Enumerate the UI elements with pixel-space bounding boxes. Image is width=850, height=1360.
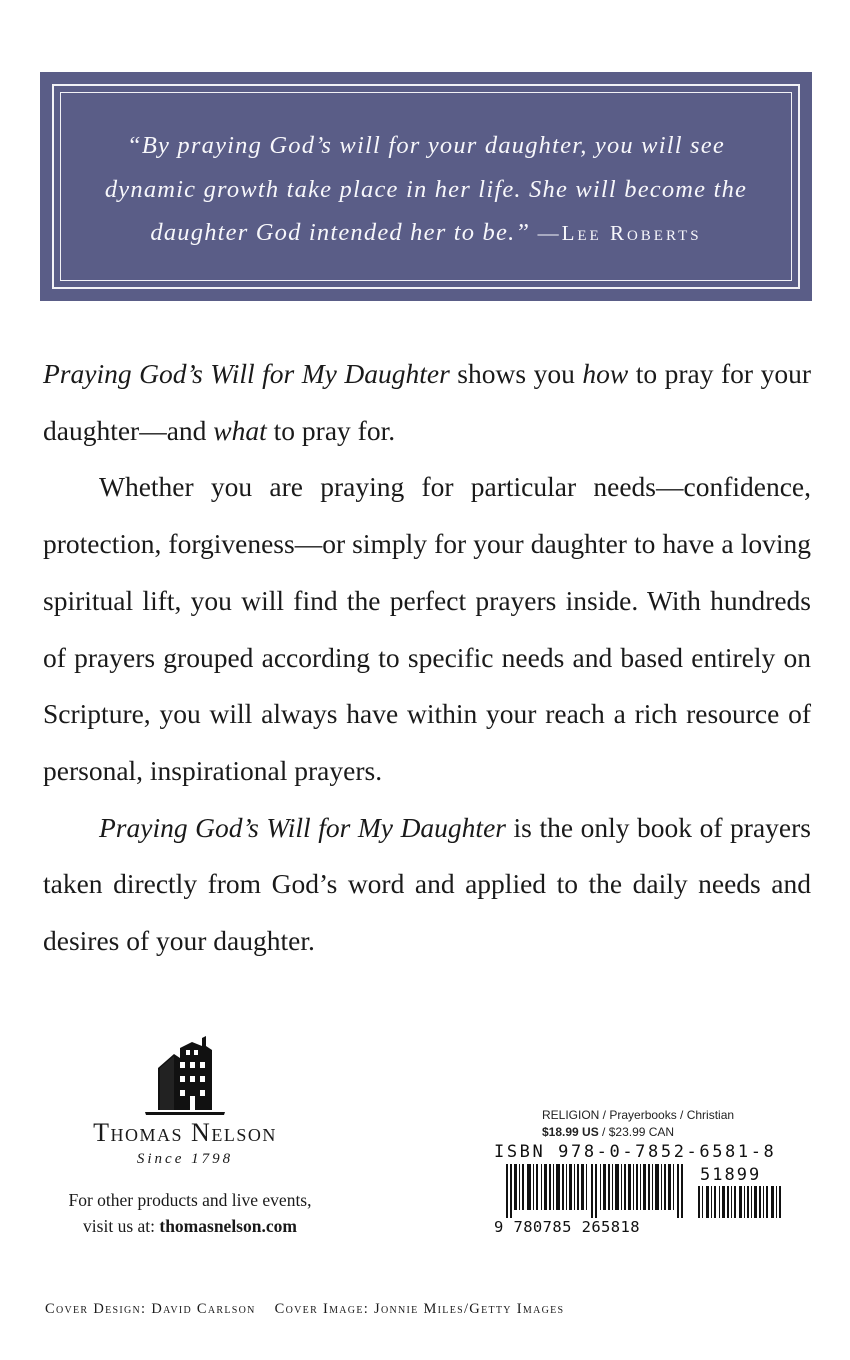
cover-design-name: David Carlson [151,1301,256,1317]
visit-label: visit us at: [83,1216,160,1236]
emphasis-how: how [582,358,629,389]
emphasis-what: what [213,414,267,446]
visit-line-2 [40,1213,340,1239]
cover-image-label: Cover Image: [274,1301,370,1317]
price-line [542,1125,674,1139]
description-paragraph-2: Whether you are praying for particular needs—confidence, protection, forgiveness—or simply for your daughter to have a loving spiritual lift, you will find the perfect prayers inside. With hundreds of prayers grouped according to specific needs and based entirely on Scripture, you will always have within your reach a rich resource of personal, inspirational prayers. [43,471,811,786]
text-run: is the only book of prayers taken directly from God’s word and applied to the daily needs and desires of your daughter. [43,811,811,957]
publisher-website-link: thomasnelson.com [159,1216,297,1236]
supplement-barcode-icon [698,1186,782,1218]
cover-credits [45,1301,564,1318]
bisac-category: RELIGION / Prayerbooks / Christian [542,1108,735,1122]
text-run: to pray for. [266,414,396,446]
barcode-digits: 9 780785 265818 [494,1218,640,1236]
book-title-italic: Praying God’s Will for My Daughter [43,358,450,389]
quote-attribution: —Lee Roberts [537,221,702,245]
cover-image-name: Jonnie Miles/Getty Images [374,1301,565,1317]
description-paragraph-3 [43,800,811,970]
quote-panel [40,72,812,301]
ean-barcode-icon [506,1164,688,1218]
book-title-italic: Praying God’s Will for My Daughter [99,811,506,843]
text-run: to pray for your daughter—and [43,358,811,446]
cover-design-label: Cover Design: [45,1301,147,1317]
description-paragraph-1 [43,346,811,459]
house-logo-icon [140,1028,230,1118]
quote-text: “By praying God’s will for your daughter, you will see dynamic growth take place in her life. She will become the daughter God intended her to be.” [104,132,748,246]
isbn-text: ISBN 978-0-7852-6581-8 [494,1142,777,1162]
publisher-visit-note [40,1187,340,1239]
book-description [43,346,811,970]
price-can: / $23.99 CAN [598,1125,675,1139]
visit-line-1: For other products and live events, [68,1190,312,1210]
endorsement-quote [90,124,762,256]
price-us: $18.99 US [542,1125,599,1139]
publisher-since: Since 1798 [136,1151,234,1167]
barcode-block [494,1108,786,1240]
supplement-digits: 51899 [700,1165,762,1185]
text-run: shows you [449,358,583,389]
publisher-name: Thomas Nelson [93,1118,277,1147]
